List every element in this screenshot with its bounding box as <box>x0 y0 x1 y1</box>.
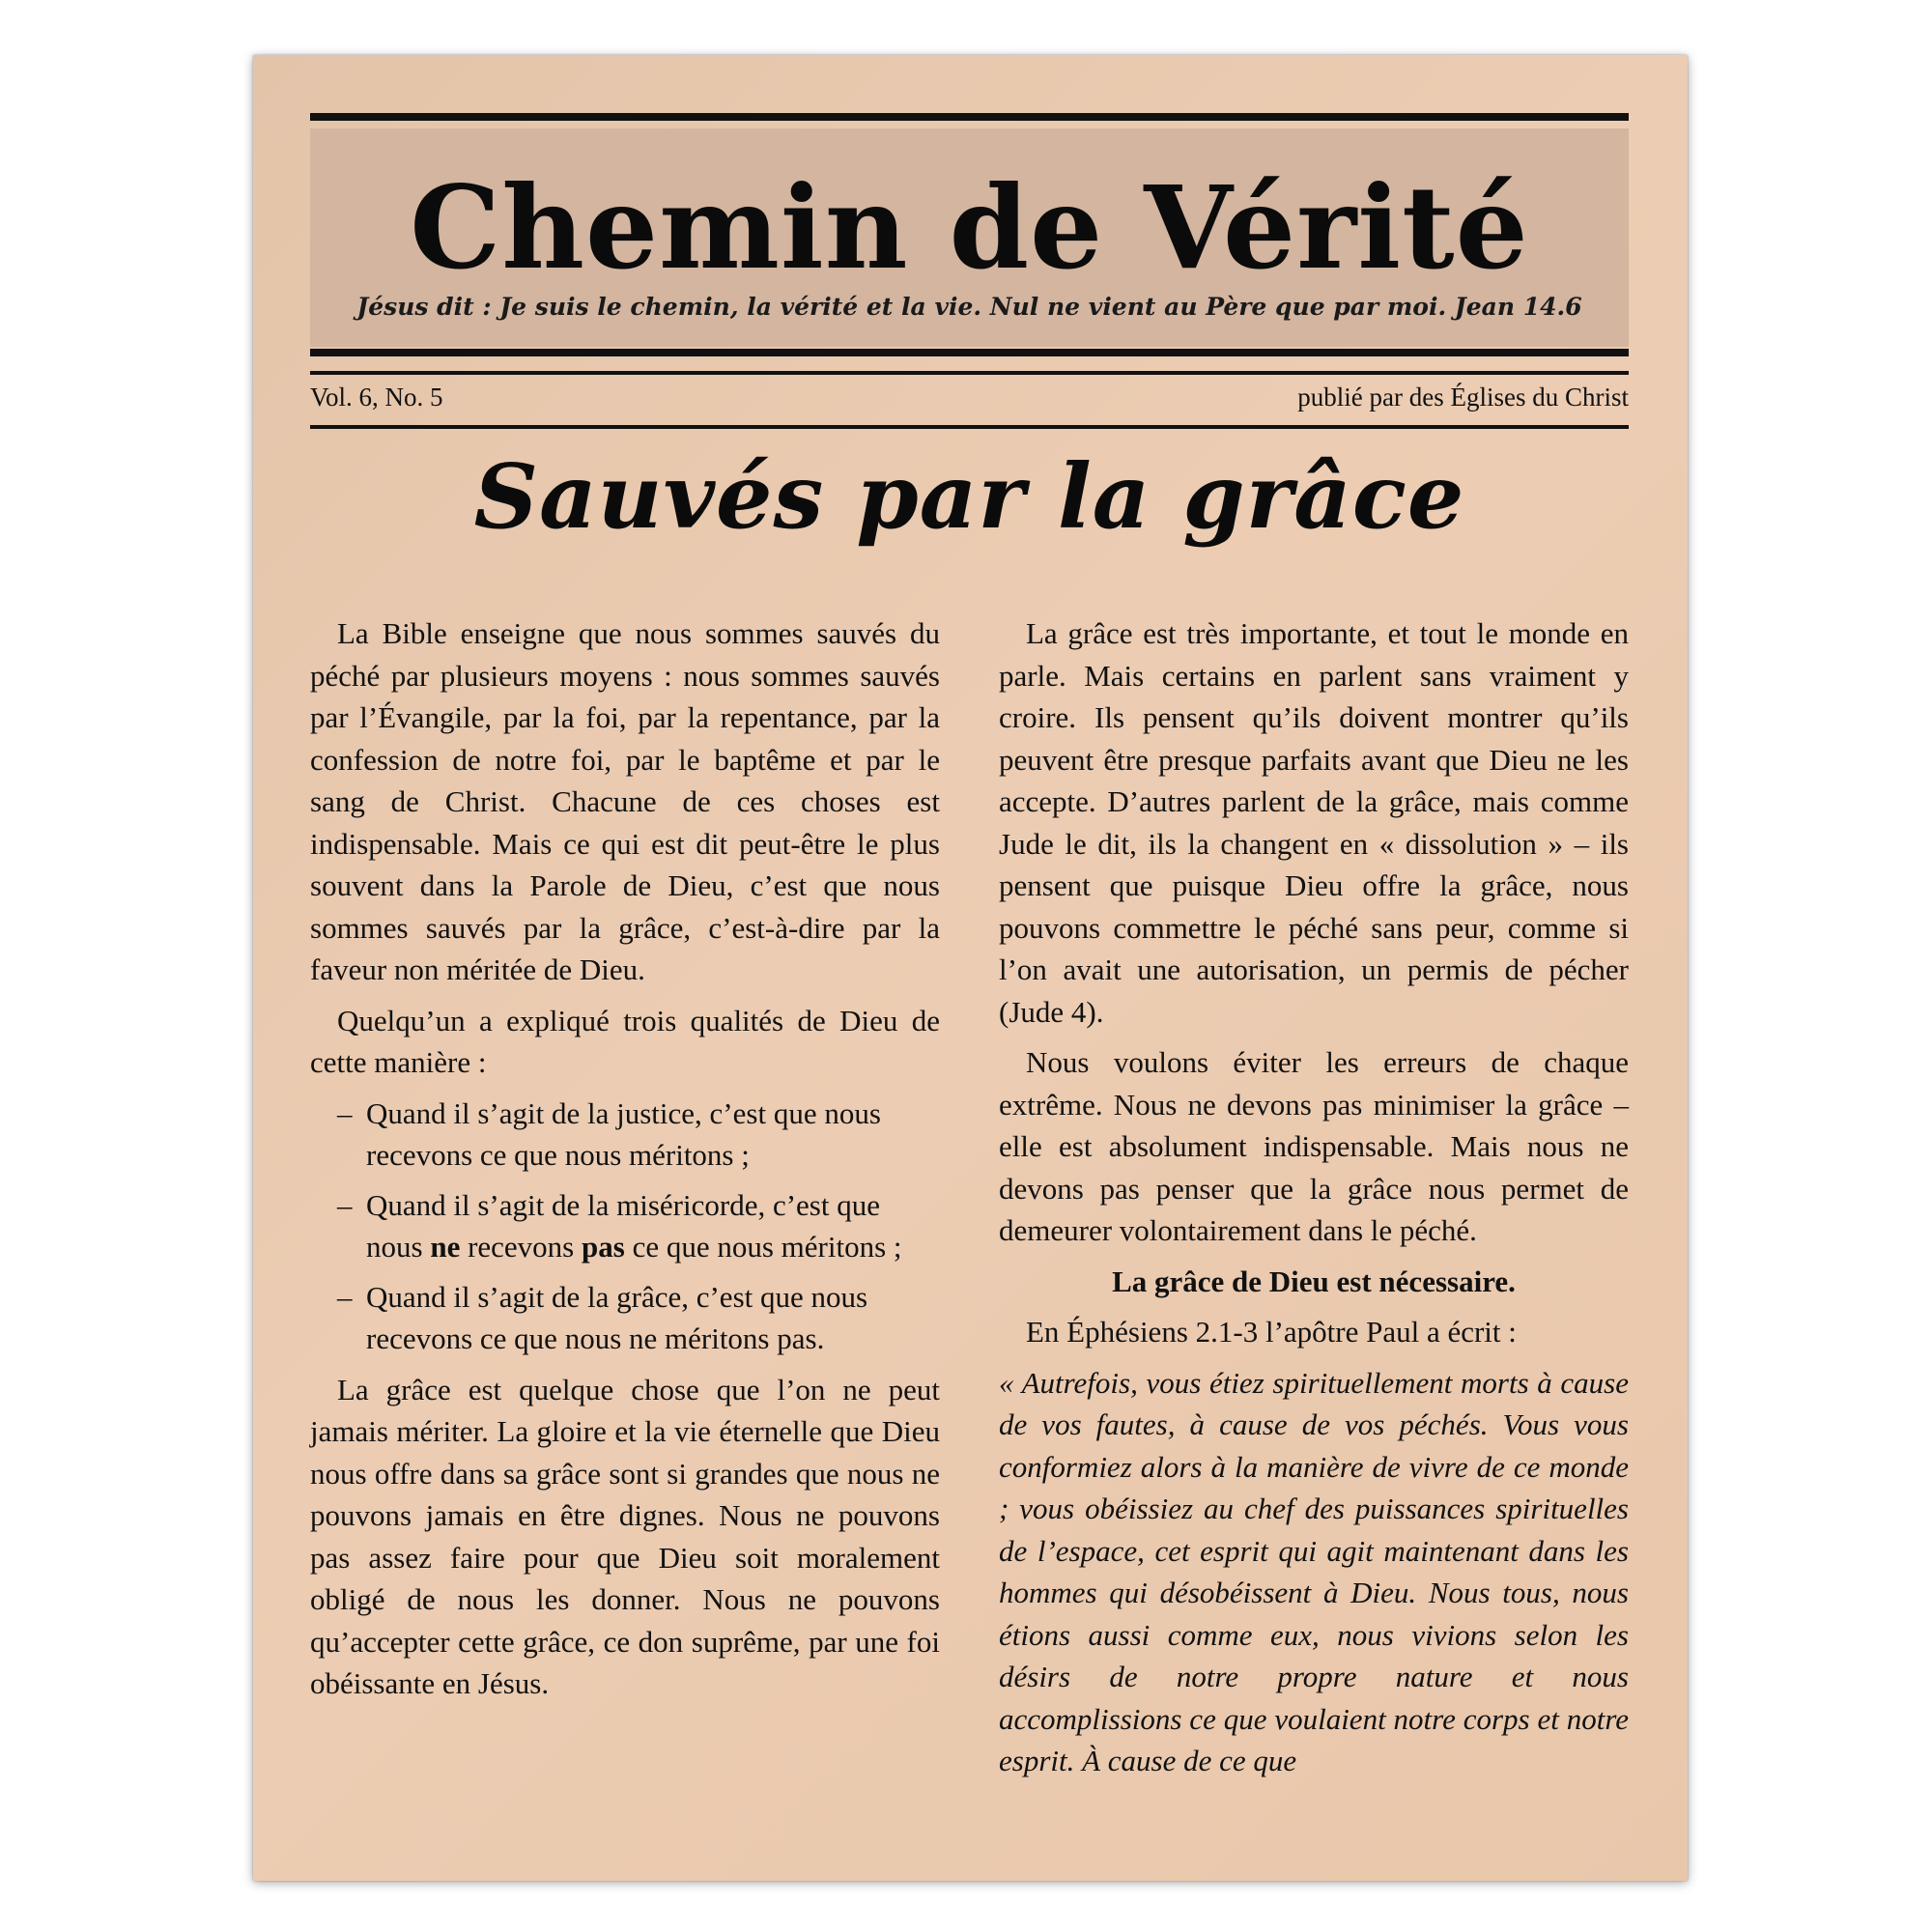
emphasis-ne: ne <box>430 1230 461 1264</box>
list-item-text: Quand il s’agit de la grâce, c’est que nous recevons ce que nous ne méritons pas. <box>366 1279 868 1355</box>
list-item-text: Quand il s’agit de la miséricorde, c’est que nous <box>366 1187 880 1264</box>
paragraph: La grâce est quelque chose que l’on ne peut jamais mériter. La gloire et la vie éternelle que Dieu nous offre dans sa grâce sont si grandes que nous ne pouvons jamais en être dignes. Nous ne pouvons pas assez faire pour que Dieu soit moralement obligé de nous les donner. Nous ne pouvons qu’accepter cette grâce, ce don suprême, par une foi obéissante en Jésus. <box>310 1372 940 1700</box>
article-column-right <box>999 612 1629 1791</box>
masthead <box>310 128 1629 347</box>
scripture-quote: « Autrefois, vous étiez spirituellement morts à cause de vos fautes, à cause de vos péchés. Vous vous conformiez alors à la manière de vivre de ce monde ; vous obéissiez au chef des puissances spirituelles de l’espace, cet esprit qui agit maintenant dans les hommes qui désobéissent à Dieu. Nous tous, nous étions aussi comme eux, nous vivions selon les désirs de notre propre nature et nous accomplissions ce que voulaient notre corps et notre esprit. À cause de ce que <box>999 1365 1629 1777</box>
list-item-text: Quand il s’agit de la justice, c’est que nous recevons ce que nous méritons ; <box>366 1095 881 1172</box>
section-heading: La grâce de Dieu est nécessaire. <box>1112 1264 1516 1298</box>
volume-number: Vol. 6, No. 5 <box>310 383 443 412</box>
paragraph: La Bible enseigne que nous sommes sauvés du péché par plusieurs moyens : nous sommes sauvés par l’Évangile, par la foi, par la repentance, par la confession de notre foi, par le baptême et par le sang de Christ. Chacune de ces choses est indispensable. Mais ce qui est dit peut-être le plus souvent dans la Parole de Dieu, c’est que nous sommes sauvés par la grâce, c’est-à-dire par la faveur non méritée de Dieu. <box>310 616 940 986</box>
list-item-text: ce que nous méritons ; <box>624 1230 902 1264</box>
info-rule <box>310 425 1629 429</box>
dash-marker: – <box>337 1187 353 1222</box>
emphasis-pas: pas <box>582 1230 625 1264</box>
newsletter-page <box>253 55 1688 1881</box>
dash-marker: – <box>337 1279 353 1314</box>
article-headline: Sauvés par la grâce <box>473 444 1465 549</box>
qualities-list <box>310 1093 940 1360</box>
masthead-thin-rule <box>310 371 1629 375</box>
masthead-subtitle: Jésus dit : Je suis le chemin, la vérité et la vie. Nul ne vient au Père que par moi. Jean 14.6 <box>356 293 1582 321</box>
list-item <box>310 1093 940 1177</box>
masthead-title: Chemin de Vérité <box>410 160 1529 295</box>
masthead-bottom-rule <box>310 349 1629 356</box>
dash-marker: – <box>337 1095 353 1130</box>
list-item-text: recevons <box>460 1230 582 1264</box>
paragraph: Nous voulons éviter les erreurs de chaque extrême. Nous ne devons pas minimiser la grâce – elle est absolument indispensable. Mais nous ne devons pas penser que la grâce nous permet de demeurer volontairement dans le péché. <box>999 1045 1629 1247</box>
paragraph: Quelqu’un a expliqué trois qualités de Dieu de cette manière : <box>310 1003 940 1079</box>
publisher-line: publié par des Églises du Christ <box>1297 383 1629 412</box>
paragraph: En Éphésiens 2.1-3 l’apôtre Paul a écrit : <box>1026 1315 1517 1349</box>
issue-info-bar <box>310 383 1629 415</box>
list-item <box>310 1184 940 1268</box>
list-item <box>310 1276 940 1360</box>
masthead-top-rule <box>310 113 1629 121</box>
paragraph: La grâce est très importante, et tout le monde en parle. Mais certains en parlent sans vraiment y croire. Ils pensent qu’ils doivent montrer qu’ils peuvent être presque parfaits avant que Dieu ne les accepte. D’autres parlent de la grâce, mais comme Jude le dit, ils la changent en « dissolution » – ils pensent que puisque Dieu offre la grâce, nous pouvons commettre le péché sans peur, comme si l’on avait une autorisation, un permis de pécher (Jude 4). <box>999 616 1629 1029</box>
article-column-left <box>310 612 940 1714</box>
